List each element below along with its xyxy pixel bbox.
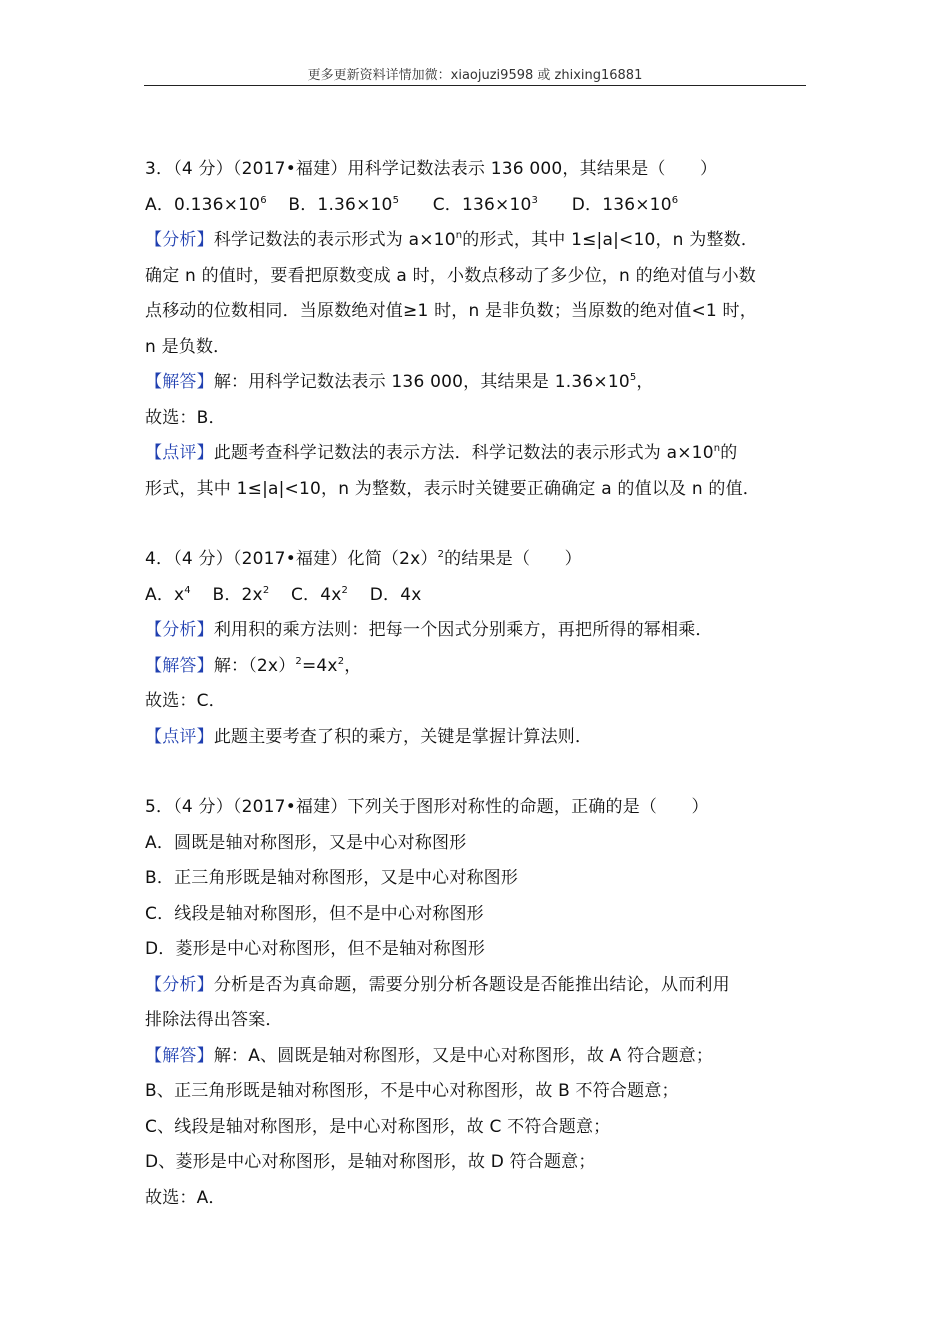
q4-choice: 故选：C．: [145, 691, 226, 711]
q3-analysis-line2: 确定 n 的值时，要看把原数变成 a 时，小数点移动了多少位，n 的绝对值与小数: [145, 265, 756, 286]
q5-option-c: C．线段是轴对称图形，但不是中心对称图形: [145, 903, 484, 924]
solution-tag: 【解答】: [145, 372, 214, 392]
q5-option-a: A．圆既是轴对称图形，又是中心对称图形: [145, 832, 467, 853]
q5-solution-line2: B、正三角形既是轴对称图形，不是中心对称图形，故 B 不符合题意；: [145, 1081, 679, 1101]
solution-tag: 【解答】: [145, 655, 214, 676]
analysis-tag: 【分析】: [145, 230, 214, 250]
q5-solution-line3: C、线段是轴对称图形，是中心对称图形，故 C 不符合题意；: [145, 1116, 611, 1137]
q3-analysis: 【分析】科学记数法的表示形式为 $a\times 10^n$的形式，其中 1≤|a|<10，n 为整数．: [145, 230, 759, 250]
comment-tag: 【点评】: [145, 443, 214, 463]
q3-option-d: D．$136\times 10^6$: [571, 194, 679, 215]
q3-option-c: C．$136\times 10^3$: [432, 194, 539, 215]
q4-stem: 4．（4 分）（2017•福建）化简$(2x)^2$的结果是（ ）: [145, 549, 582, 569]
analysis-tag: 【分析】: [145, 620, 214, 640]
q3-stem: 3．（4 分）（2017•福建）用科学记数法表示 136 000，其结果是（ ）: [145, 159, 718, 179]
solution-tag: 【解答】: [145, 1045, 214, 1066]
q4-solution: 【解答】解：$(2x)^2=4x^2$，: [145, 655, 362, 676]
q5-stem: 5．（4 分）（2017•福建）下列关于图形对称性的命题，正确的是（ ）: [145, 797, 709, 817]
q3-analysis-line4: n 是负数．: [145, 336, 231, 357]
q5-analysis: 【分析】分析是否为真命题，需要分别分析各题设是否能推出结论，从而利用: [145, 974, 730, 995]
document-body: [145, 152, 815, 1216]
q3-comment: 【点评】此题考查科学记数法的表示方法．科学记数法的表示形式为 $a\times 10^n$的: [145, 443, 738, 463]
q4-comment: 【点评】此题主要考查了积的乘方，关键是掌握计算法则．: [145, 726, 593, 747]
q3-analysis-line3: 点移动的位数相同．当原数绝对值≥1 时，n 是非负数；当原数的绝对值<1 时，: [145, 301, 757, 321]
q4-option-c: C．$4x^2$: [290, 584, 349, 605]
q4-option-d: D．4x: [369, 584, 422, 605]
q3-solution: 【解答】解：用科学记数法表示 136 000，其结果是 $1.36\times 10^5$，: [145, 372, 654, 392]
q5-solution: 【解答】解：A、圆既是轴对称图形，又是中心对称图形，故 A 符合题意；: [145, 1045, 714, 1066]
q5-option-b: B．正三角形既是轴对称图形，又是中心对称图形: [145, 868, 519, 888]
q3-comment-line2: 形式，其中 1≤|a|<10，n 为整数，表示时关键要正确确定 a 的值以及 n 的值．: [145, 478, 760, 499]
q3-options: [145, 188, 815, 224]
q4-option-a: A．$x^4$: [145, 584, 191, 605]
q4-options: [145, 578, 815, 614]
q5-solution-line4: D、菱形是中心对称图形，是轴对称图形，故 D 符合题意；: [145, 1152, 596, 1172]
q5-option-d: D．菱形是中心对称图形，但不是轴对称图形: [145, 939, 486, 959]
q3-option-a: A．$0.136\times 10^6$: [145, 194, 267, 215]
header-divider: [144, 85, 806, 86]
q4-analysis: 【分析】利用积的乘方法则：把每一个因式分别乘方，再把所得的幂相乘．: [145, 620, 713, 640]
q3-option-b: B．$1.36\times 10^5$: [288, 194, 400, 215]
page-header: 更多更新资料详情加微：xiaojuzi9598 或 zhixing16881: [307, 68, 643, 83]
q5-analysis-line2: 排除法得出答案．: [145, 1010, 283, 1030]
comment-tag: 【点评】: [145, 726, 214, 747]
q5-choice: 故选：A．: [145, 1187, 226, 1208]
analysis-tag: 【分析】: [145, 974, 214, 995]
q4-option-b: B．$2x^2$: [212, 584, 270, 605]
q3-choice: 故选：B．: [145, 407, 226, 428]
